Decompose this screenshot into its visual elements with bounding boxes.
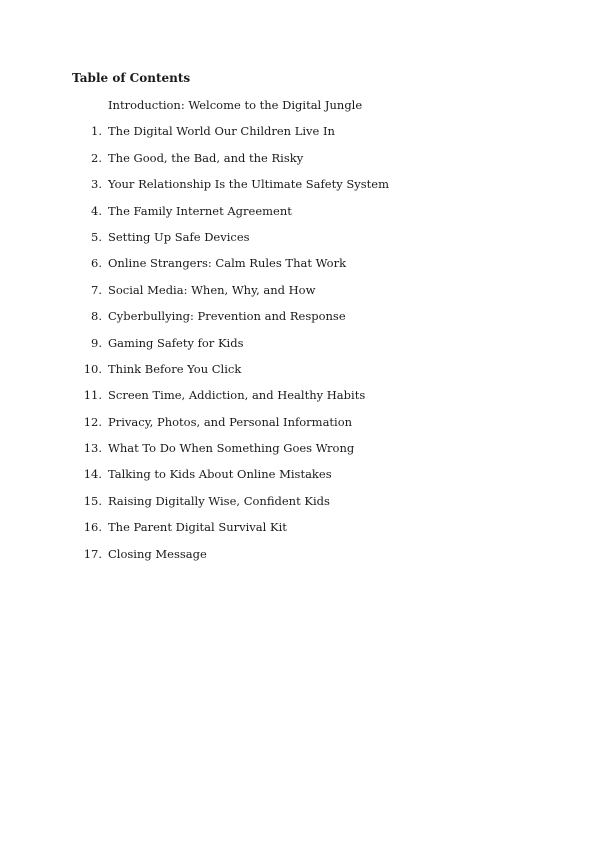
toc-entry-text: Setting Up Safe Devices <box>108 229 250 244</box>
toc-entry-number: 5. <box>91 229 102 244</box>
toc-entry-text: Think Before You Click <box>108 361 242 376</box>
toc-entry-6 <box>0 255 600 281</box>
toc-entry-9 <box>0 335 600 361</box>
toc-entry-12 <box>0 414 600 440</box>
toc-entry-2 <box>0 150 600 176</box>
toc-entry-number: 8. <box>91 309 102 324</box>
toc-entry-number: 9. <box>91 335 102 350</box>
toc-entry-text: The Good, the Bad, and the Risky <box>108 150 304 165</box>
toc-entry-4 <box>0 203 600 229</box>
toc-entry-text: Gaming Safety for Kids <box>108 335 244 350</box>
toc-entry-number: 12. <box>83 414 102 429</box>
toc-entry-5 <box>0 229 600 255</box>
toc-entry-1 <box>0 123 600 149</box>
toc-entry-14 <box>0 466 600 492</box>
toc-entry-7 <box>0 282 600 308</box>
toc-entry-number: 6. <box>91 256 102 271</box>
toc-entry-13 <box>0 440 600 466</box>
toc-entry-number: 14. <box>83 467 102 482</box>
toc-entry-text: Raising Digitally Wise, Confident Kids <box>108 493 330 508</box>
toc-entry-number: 4. <box>91 203 102 218</box>
toc-entry-text: Closing Message <box>108 546 207 561</box>
toc-entry-10 <box>0 361 600 387</box>
toc-entry-text: Your Relationship Is the Ultimate Safety System <box>108 177 389 192</box>
toc-entry-number: 2. <box>91 150 102 165</box>
toc-entry-number: 1. <box>91 124 102 139</box>
toc-entry-3 <box>0 176 600 202</box>
toc-entry-text: Talking to Kids About Online Mistakes <box>108 467 332 482</box>
toc-entry-number: 7. <box>91 282 102 297</box>
toc-entry-number: 13. <box>83 441 102 456</box>
toc-entry-text: The Parent Digital Survival Kit <box>108 520 287 535</box>
toc-entry-text: The Digital World Our Children Live In <box>108 124 335 139</box>
toc-entry-text: The Family Internet Agreement <box>108 203 292 218</box>
toc-entry-8 <box>0 308 600 334</box>
toc-entry-text: What To Do When Something Goes Wrong <box>108 441 355 456</box>
toc-entry-15 <box>0 493 600 519</box>
toc-list <box>0 97 600 572</box>
toc-entry-17 <box>0 546 600 572</box>
toc-entry-number: 15. <box>83 493 102 508</box>
toc-entry-intro <box>0 97 600 123</box>
toc-entry-text: Social Media: When, Why, and How <box>108 282 316 297</box>
toc-entry-number: 16. <box>83 520 102 535</box>
toc-entry-number: 3. <box>91 177 102 192</box>
toc-entry-11 <box>0 387 600 413</box>
toc-entry-16 <box>0 519 600 545</box>
toc-entry-text: Introduction: Welcome to the Digital Jungle <box>108 98 363 112</box>
toc-entry-text: Online Strangers: Calm Rules That Work <box>108 256 347 271</box>
toc-entry-number: 17. <box>83 546 102 561</box>
toc-title: Table of Contents <box>72 71 191 85</box>
toc-entry-number: 11. <box>83 388 102 403</box>
toc-entry-text: Screen Time, Addiction, and Healthy Habits <box>108 388 366 403</box>
toc-entry-number: 10. <box>83 361 102 376</box>
toc-entry-text: Cyberbullying: Prevention and Response <box>108 309 346 324</box>
toc-entry-text: Privacy, Photos, and Personal Information <box>108 414 353 429</box>
